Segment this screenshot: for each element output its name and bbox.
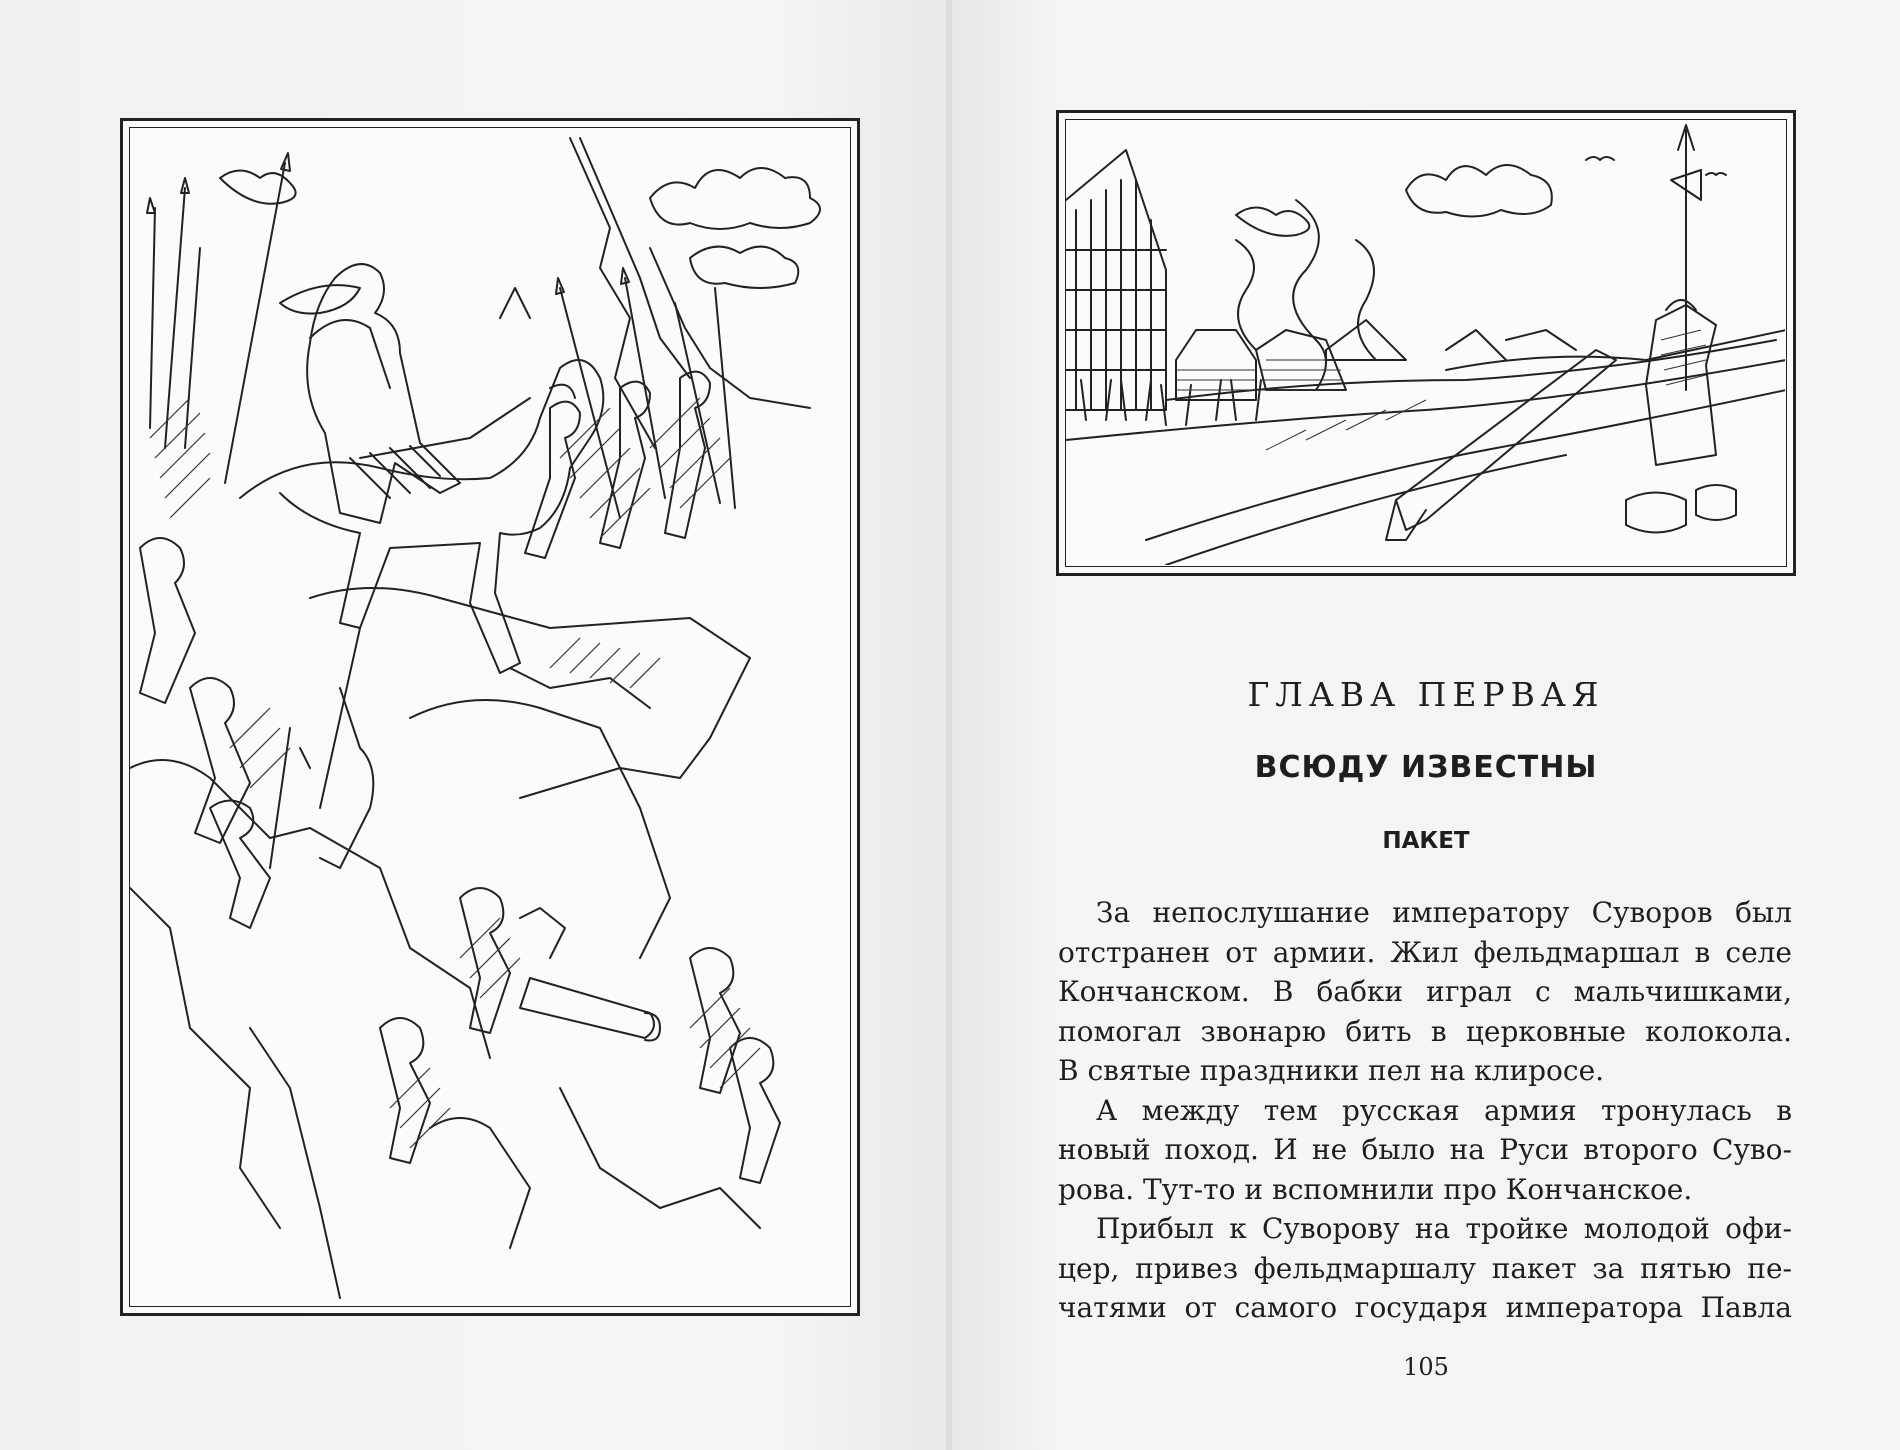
chapter-label: ГЛАВА ПЕРВАЯ [1247, 675, 1605, 714]
body-text [1058, 893, 1792, 1328]
left-page [0, 0, 948, 1450]
text-line: новый поход. И не было на Руси второго Суво- [1058, 1133, 1792, 1166]
text-line: Кончанском. В бабки играл с мальчишками, [1058, 975, 1792, 1008]
battle-illustration-frame [120, 118, 860, 1316]
text-line: А между тем русская армия тронулась в [1096, 1093, 1792, 1127]
paragraph [1058, 1209, 1792, 1328]
text-line: Прибыл к Суворову на тройке молодой офи- [1096, 1212, 1792, 1245]
text-line: цер, привез фельдмаршалу пакет за пятью пе- [1058, 1251, 1792, 1285]
mountain-battle-drawing [130, 128, 849, 1305]
camp-illustration [1065, 119, 1787, 567]
text-line: рова. Тут-то и вспомнили про Кончанское. [1058, 1172, 1693, 1206]
page-number: 105 [1403, 1353, 1449, 1381]
text-line: помогал звонарю бить в церковные колокола. [1058, 1014, 1792, 1048]
text-line: чатями от самого государя императора Павла [1058, 1291, 1792, 1324]
text-line: За непослушание императору Суворов был [1096, 896, 1792, 929]
battle-illustration [129, 127, 851, 1307]
camp-illustration-frame [1056, 110, 1796, 576]
text-line: В святые праздники пел на клиросе. [1058, 1054, 1605, 1087]
paragraph [1058, 1091, 1792, 1210]
right-page [952, 0, 1900, 1450]
chapter-title: ВСЮДУ ИЗВЕСТНЫ [1254, 750, 1598, 785]
paragraph [1058, 893, 1792, 1091]
army-camp-drawing [1066, 120, 1785, 565]
text-line: отстранен от армии. Жил фельдмаршал в селе [1058, 935, 1792, 969]
section-title: ПАКЕТ [1382, 828, 1470, 854]
